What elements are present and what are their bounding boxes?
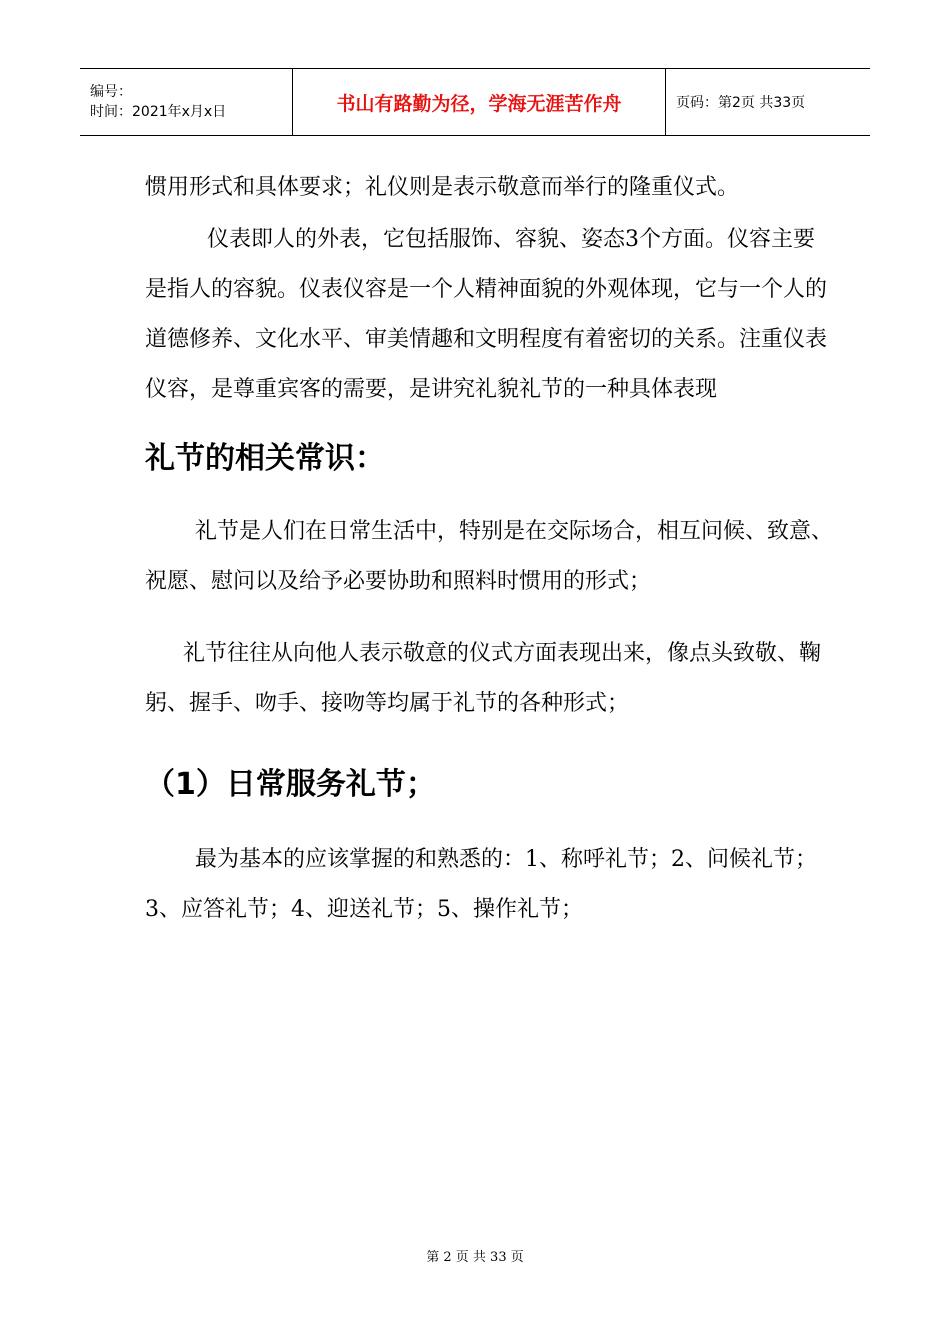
header-meta-cell: [80, 69, 293, 136]
document-body: [145, 163, 835, 935]
paragraph-etiquette-forms: 礼节往往从向他人表示敬意的仪式方面表现出来，像点头致敬、鞠躬、握手、吻手、接吻等均属于礼节的各种形式；: [145, 641, 822, 716]
paragraph-continuation: 惯用形式和具体要求；礼仪则是表示敬意而举行的隆重仪式。: [145, 175, 740, 200]
document-number-label: 编号：: [90, 84, 132, 100]
header-table: [80, 68, 870, 136]
section-heading-daily-service: （1）日常服务礼节；: [145, 767, 436, 802]
page-footer: 第 2 页 共 33 页: [426, 1250, 524, 1265]
header-motto: 书山有路勤为径，学海无涯苦作舟: [293, 69, 666, 136]
header-page-info: 页码：第2页 共33页: [666, 69, 871, 136]
document-time-label: 时间：2021年x月x日: [90, 104, 227, 120]
section-heading-etiquette: 礼节的相关常识：: [145, 441, 385, 476]
paragraph-etiquette-definition: 礼节是人们在日常生活中，特别是在交际场合，相互问候、致意、祝愿、慰问以及给予必要协助和照料时惯用的形式；: [145, 519, 834, 594]
paragraph-basic-etiquette-list: 最为基本的应该掌握的和熟悉的：1、称呼礼节；2、问候礼节；3、应答礼节；4、迎送礼节；5、操作礼节；: [145, 847, 817, 922]
paragraph-appearance: 仪表即人的外表，它包括服饰、容貌、姿态3个方面。仪容主要是指人的容貌。仪表仪容是一个人精神面貌的外观体现，它与一个人的道德修养、文化水平、审美情趣和文明程度有着密切的关系。注重仪表仪容，是尊重宾客的需要，是讲究礼貌礼节的一种具体表现: [145, 227, 828, 402]
